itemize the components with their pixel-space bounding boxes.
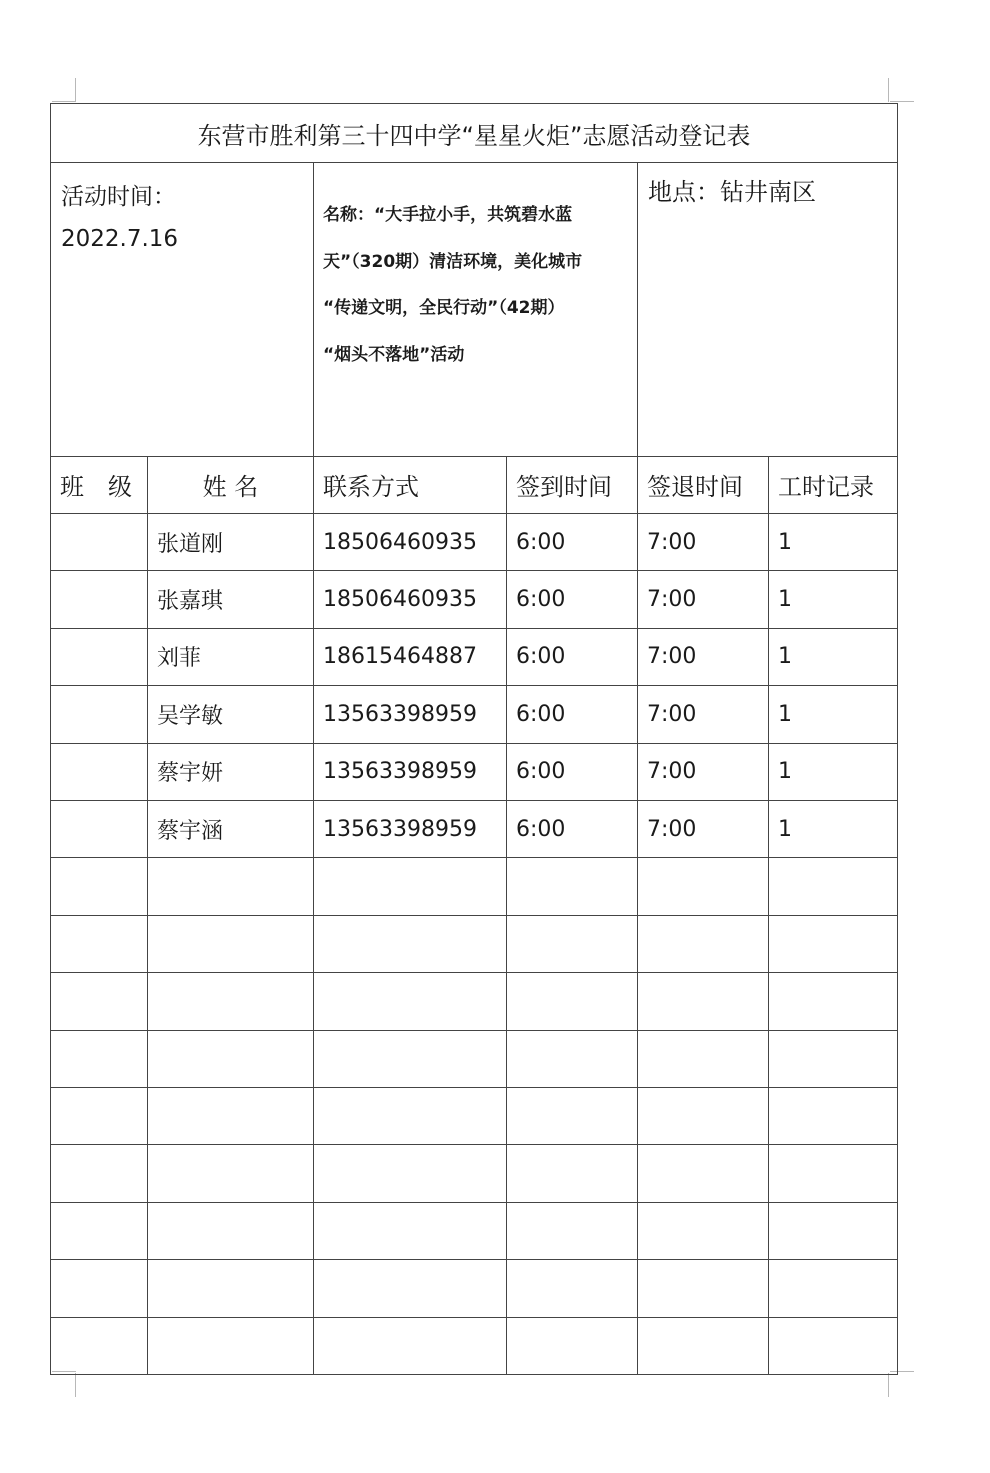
crop-mark <box>888 78 889 102</box>
cell-checkin: 6:00 <box>507 514 638 570</box>
cell-checkout <box>638 1260 769 1316</box>
cell-checkout <box>638 1031 769 1087</box>
cell-name <box>148 973 314 1029</box>
cell-contact <box>314 916 507 972</box>
cell-checkout <box>638 858 769 914</box>
cell-checkout <box>638 1318 769 1375</box>
cell-checkout <box>638 1145 769 1201</box>
cell-class <box>51 973 148 1029</box>
cell-hours: 1 <box>778 587 792 613</box>
activity-name-line: “传递文明，全民行动”（42期） <box>323 298 565 318</box>
cell-checkin <box>507 916 638 972</box>
cell-contact: 13563398959 <box>314 744 507 800</box>
cell-contact: 13563398959 <box>314 686 507 742</box>
table-row <box>51 629 897 686</box>
cell-name: 张嘉琪 <box>148 571 314 627</box>
cell-contact: 18615464887 <box>314 629 507 685</box>
cell-hours <box>769 1260 897 1316</box>
registration-form <box>50 103 898 1375</box>
cell-name <box>148 1088 314 1144</box>
cell-checkin <box>507 1031 638 1087</box>
cell-class <box>51 1260 148 1316</box>
cell-class <box>51 1318 148 1375</box>
cell-contact: 13563398959 <box>314 801 507 857</box>
table-row <box>51 858 897 915</box>
activity-info-row <box>51 162 897 457</box>
cell-class <box>51 1031 148 1087</box>
cell-contact: 18506460935 <box>314 571 507 627</box>
table-row <box>51 686 897 743</box>
table-row <box>51 744 897 801</box>
cell-hours <box>769 1203 897 1259</box>
cell-name <box>148 1145 314 1201</box>
col-header-hours: 工时记录 <box>778 473 874 501</box>
cell-class <box>51 571 148 627</box>
table-row <box>51 801 897 858</box>
cell-hours <box>769 916 897 972</box>
table-row <box>51 1260 897 1317</box>
cell-hours: 1 <box>778 644 792 670</box>
cell-contact <box>314 1031 507 1087</box>
cell-hours: 1 <box>778 759 792 785</box>
cell-name: 蔡宇涵 <box>148 801 314 857</box>
cell-hours: 1 <box>778 816 792 842</box>
col-header-class: 班 级 <box>51 456 148 513</box>
cell-class <box>51 744 148 800</box>
col-header-contact: 联系方式 <box>314 456 507 513</box>
cell-checkout: 7:00 <box>638 514 769 570</box>
cell-contact <box>314 858 507 914</box>
crop-mark <box>890 101 914 102</box>
cell-checkin: 6:00 <box>507 629 638 685</box>
col-header-name: 姓 名 <box>148 456 314 513</box>
activity-place-cell <box>638 162 897 456</box>
cell-checkin <box>507 1260 638 1316</box>
cell-checkin <box>507 1203 638 1259</box>
cell-hours <box>769 973 897 1029</box>
cell-name <box>148 916 314 972</box>
cell-name: 刘菲 <box>148 629 314 685</box>
cell-contact: 18506460935 <box>314 514 507 570</box>
cell-name: 吴学敏 <box>148 686 314 742</box>
activity-name-line: “烟头不落地”活动 <box>323 344 465 365</box>
cell-checkin: 6:00 <box>507 571 638 627</box>
table-row <box>51 514 897 571</box>
cell-class <box>51 514 148 570</box>
cell-checkin <box>507 1145 638 1201</box>
table-row <box>51 1088 897 1145</box>
cell-name: 蔡宇妍 <box>148 744 314 800</box>
cell-name <box>148 858 314 914</box>
cell-name <box>148 1318 314 1375</box>
cell-checkout: 7:00 <box>638 744 769 800</box>
cell-contact <box>314 973 507 1029</box>
cell-class <box>51 801 148 857</box>
cell-checkout <box>638 916 769 972</box>
cell-class <box>51 686 148 742</box>
table-row <box>51 973 897 1030</box>
cell-class <box>51 1145 148 1201</box>
table-row <box>51 1031 897 1088</box>
cell-checkin: 6:00 <box>507 744 638 800</box>
cell-checkout: 7:00 <box>638 686 769 742</box>
form-title: 东营市胜利第三十四中学“星星火炬”志愿活动登记表 <box>51 104 897 163</box>
cell-hours <box>769 1318 897 1375</box>
cell-checkin <box>507 1318 638 1375</box>
activity-place: 地点：钻井南区 <box>648 178 816 206</box>
cell-class <box>51 916 148 972</box>
cell-checkout <box>638 1088 769 1144</box>
activity-time-label: 活动时间： <box>61 184 176 210</box>
cell-name: 张道刚 <box>148 514 314 570</box>
col-header-checkin: 签到时间 <box>507 456 638 513</box>
cell-hours <box>769 858 897 914</box>
cell-contact <box>314 1260 507 1316</box>
cell-name <box>148 1031 314 1087</box>
activity-name-cell <box>314 162 638 456</box>
cell-checkout <box>638 1203 769 1259</box>
cell-contact <box>314 1318 507 1375</box>
table-row <box>51 1318 897 1375</box>
cell-checkin: 6:00 <box>507 686 638 742</box>
cell-name <box>148 1203 314 1259</box>
cell-class <box>51 858 148 914</box>
cell-name <box>148 1260 314 1316</box>
table-row <box>51 1203 897 1260</box>
crop-mark <box>52 101 76 102</box>
activity-name-line: 天”（320期）清洁环境，美化城市 <box>323 251 583 272</box>
cell-checkin <box>507 973 638 1029</box>
cell-contact <box>314 1145 507 1201</box>
cell-class <box>51 1203 148 1259</box>
crop-mark <box>75 1373 76 1397</box>
cell-class <box>51 629 148 685</box>
cell-checkin <box>507 1088 638 1144</box>
activity-name-line: 名称：“大手拉小手，共筑碧水蓝 <box>323 205 573 225</box>
table-row <box>51 1145 897 1202</box>
cell-contact <box>314 1203 507 1259</box>
cell-hours <box>769 1088 897 1144</box>
cell-class <box>51 1088 148 1144</box>
table-row <box>51 916 897 973</box>
cell-hours: 1 <box>778 701 792 727</box>
cell-checkin: 6:00 <box>507 801 638 857</box>
cell-checkout: 7:00 <box>638 571 769 627</box>
cell-hours: 1 <box>778 529 792 555</box>
table-row <box>51 571 897 628</box>
col-header-checkout: 签退时间 <box>638 456 769 513</box>
table-header-row <box>51 456 897 514</box>
crop-mark <box>75 78 76 102</box>
cell-hours <box>769 1031 897 1087</box>
cell-checkout <box>638 973 769 1029</box>
cell-checkout: 7:00 <box>638 801 769 857</box>
cell-hours <box>769 1145 897 1201</box>
activity-time-cell <box>51 162 314 456</box>
cell-contact <box>314 1088 507 1144</box>
cell-checkin <box>507 858 638 914</box>
activity-time-value: 2022.7.16 <box>61 226 179 252</box>
cell-checkout: 7:00 <box>638 629 769 685</box>
crop-mark <box>888 1373 889 1397</box>
